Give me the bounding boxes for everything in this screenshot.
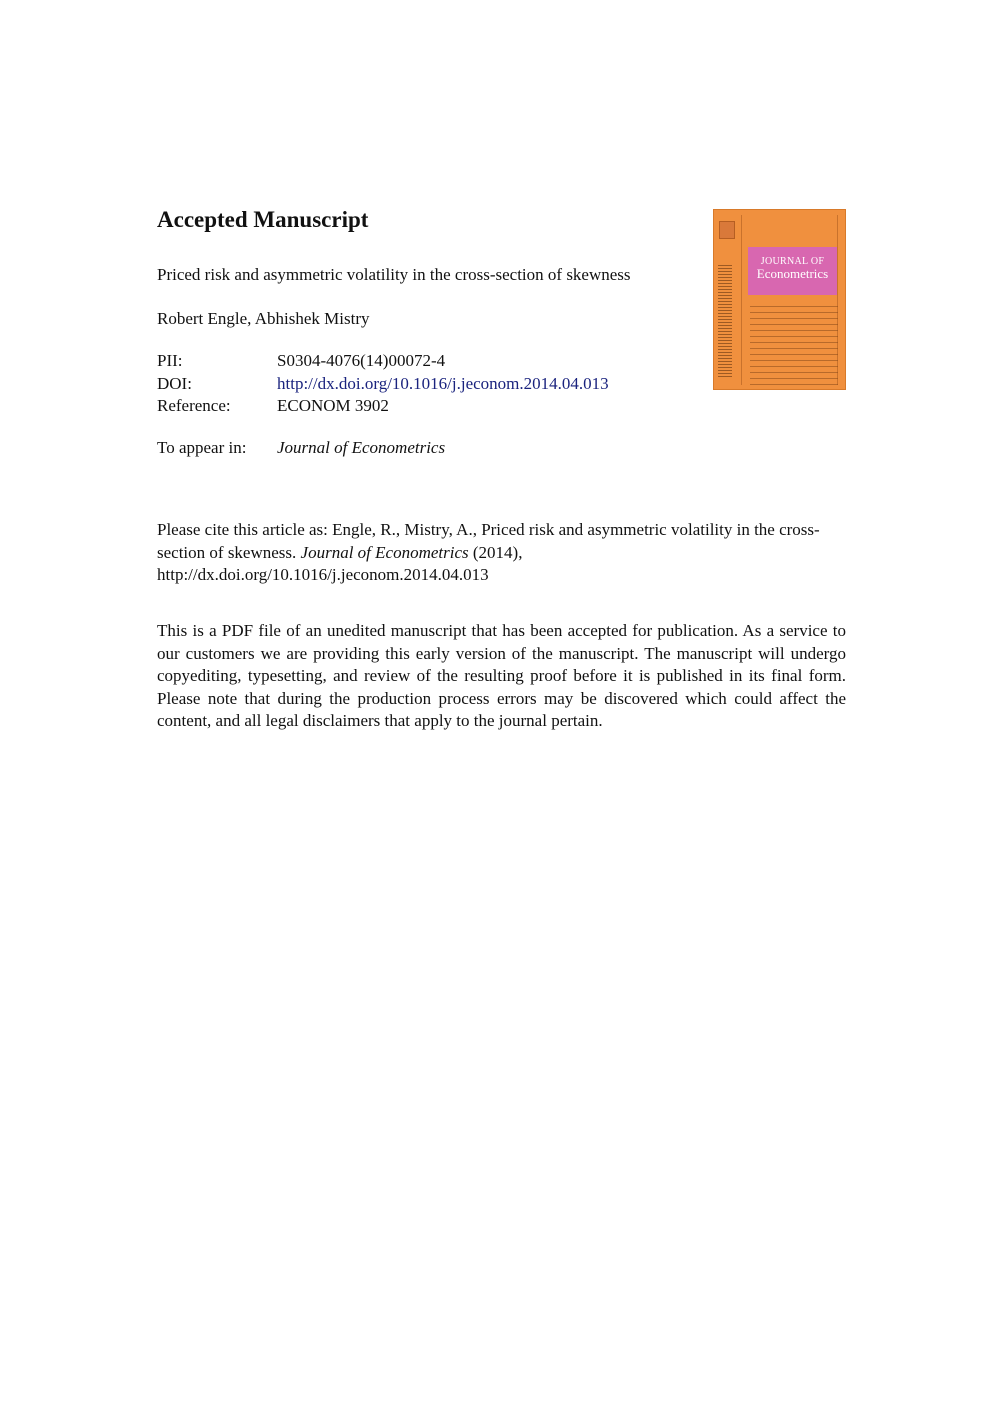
doi-row <box>157 373 609 396</box>
cover-title-line1: JOURNAL OF <box>760 256 825 267</box>
doi-label: DOI: <box>157 373 192 393</box>
citation-suffix: (2014), http://dx.doi.org/10.1016/j.jeconom.2014.04.013 <box>157 542 523 584</box>
citation-paragraph <box>157 519 846 587</box>
cover-rule <box>741 215 742 385</box>
appear-journal: Journal of Econometrics <box>277 438 446 457</box>
appear-label: To appear in: <box>157 438 247 457</box>
appear-in-row <box>157 438 445 458</box>
citation-journal: Journal of Econometrics <box>300 542 469 562</box>
cover-editorial-board <box>718 265 732 377</box>
pii-row <box>157 350 609 373</box>
journal-cover-image <box>713 209 846 390</box>
reference-label: Reference: <box>157 396 231 415</box>
article-metadata <box>157 350 609 418</box>
pii-value: S0304-4076(14)00072-4 <box>277 351 446 370</box>
reference-row <box>157 395 609 418</box>
disclaimer-paragraph: This is a PDF file of an unedited manuscript that has been accepted for publication. As a service to our customers we are providing this early version of the manuscript. The manuscript will undergo copyediting, typesetting, and review of the resulting proof before it is published in its final form. Please note that during the production process errors may be discovered which could affect the content, and all legal disclaimers that apply to the journal pertain. <box>157 621 846 730</box>
cover-title-band <box>748 247 837 295</box>
page-heading: Accepted Manuscript <box>157 207 369 232</box>
doi-link[interactable]: http://dx.doi.org/10.1016/j.jeconom.2014.04.013 <box>277 373 609 393</box>
article-authors: Robert Engle, Abhishek Mistry <box>157 309 370 328</box>
citation-prefix: Please cite this article as: Engle, R., Mistry, A., Priced risk and asymmetric volatility in the cross-section of skewness. <box>157 520 820 562</box>
pii-label: PII: <box>157 351 183 370</box>
article-title: Priced risk and asymmetric volatility in the cross-section of skewness <box>157 265 631 284</box>
publisher-logo-icon <box>719 221 735 239</box>
cover-contents-list <box>750 306 838 386</box>
reference-value: ECONOM 3902 <box>277 396 389 415</box>
cover-title-line2: Econometrics <box>756 266 829 281</box>
